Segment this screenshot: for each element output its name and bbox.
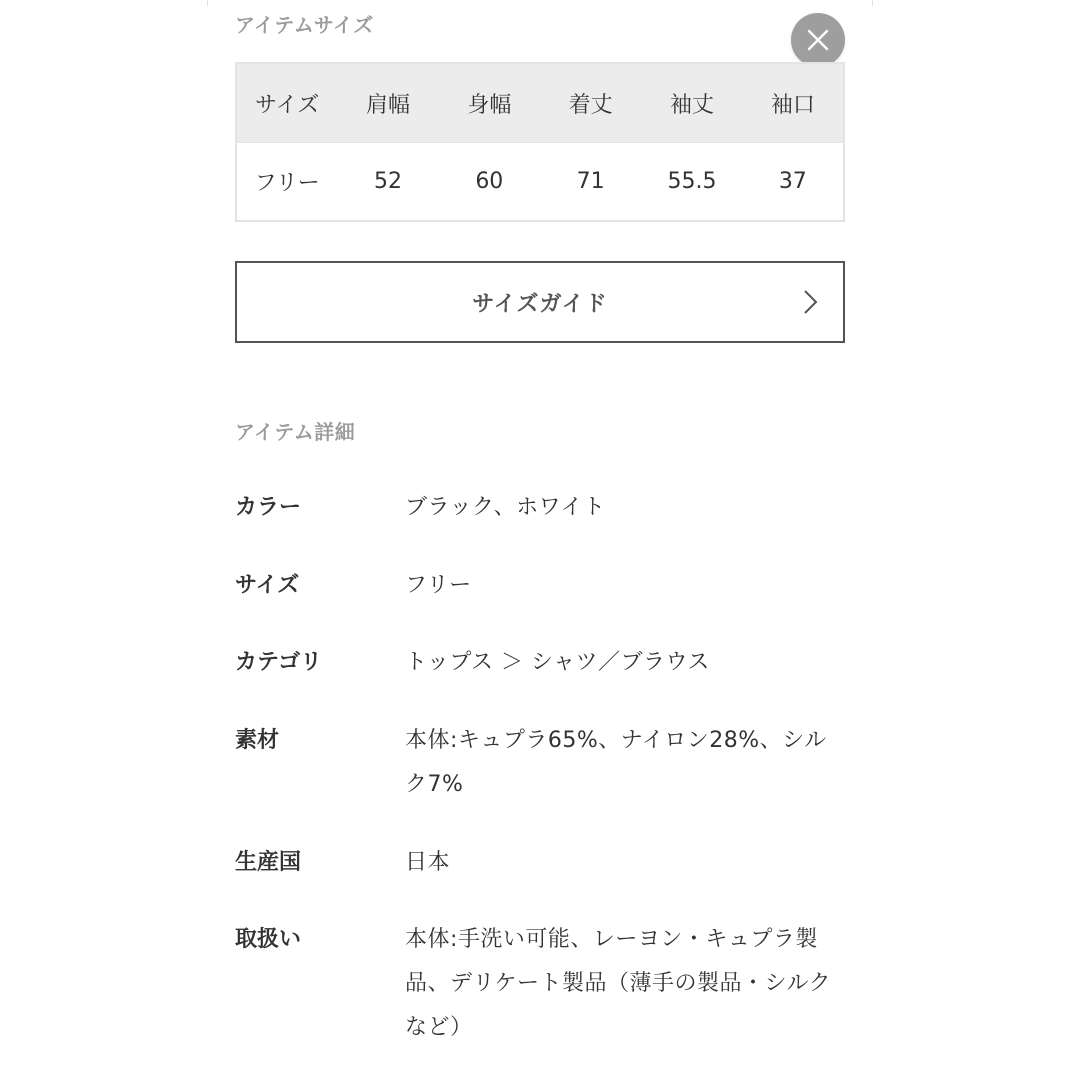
- panel-edge-left: [207, 0, 208, 6]
- close-button[interactable]: [791, 13, 845, 67]
- size-table-cell: 52: [337, 143, 438, 222]
- chevron-right-icon: [803, 289, 819, 315]
- panel-edge-right: [872, 0, 873, 6]
- detail-value: トップス ＞ シャツ／ブラウス: [405, 650, 710, 675]
- size-table-header: サイズ: [236, 63, 337, 143]
- detail-label: 取扱い: [235, 927, 302, 952]
- size-guide-label: サイズガイド: [472, 291, 608, 317]
- detail-label: カラー: [235, 495, 302, 520]
- item-size-title: アイテムサイズ: [235, 13, 374, 37]
- detail-value: ブラック、ホワイト: [405, 495, 606, 520]
- size-table-cell: 37: [743, 143, 844, 222]
- size-table-header: 肩幅: [337, 63, 438, 143]
- close-icon: [807, 29, 829, 51]
- table-row: [236, 143, 844, 222]
- size-table-cell: 71: [540, 143, 641, 222]
- size-table-header: 身幅: [439, 63, 540, 143]
- detail-value: フリー: [405, 573, 472, 598]
- item-detail-title: アイテム詳細: [235, 420, 356, 444]
- detail-label: 素材: [235, 728, 280, 753]
- size-guide-button[interactable]: [235, 261, 845, 343]
- detail-value: 日本: [405, 850, 451, 875]
- size-table: [235, 62, 845, 222]
- size-table-header: 袖口: [743, 63, 844, 143]
- size-table-header-row: [236, 63, 844, 143]
- size-table-header: 着丈: [540, 63, 641, 143]
- detail-label: サイズ: [235, 573, 300, 598]
- detail-value: 本体:手洗い可能、レーヨン・キュプラ製品、デリケート製品（薄手の製品・シルクなど）: [405, 927, 832, 1040]
- size-table-cell: 55.5: [641, 143, 742, 222]
- detail-label: カテゴリ: [235, 650, 323, 675]
- detail-label: 生産国: [235, 850, 302, 875]
- detail-value: 本体:キュプラ65%、ナイロン28%、シルク7%: [405, 728, 827, 797]
- size-table-header: 袖丈: [641, 63, 742, 143]
- size-table-cell: 60: [439, 143, 540, 222]
- size-table-cell: フリー: [236, 143, 337, 222]
